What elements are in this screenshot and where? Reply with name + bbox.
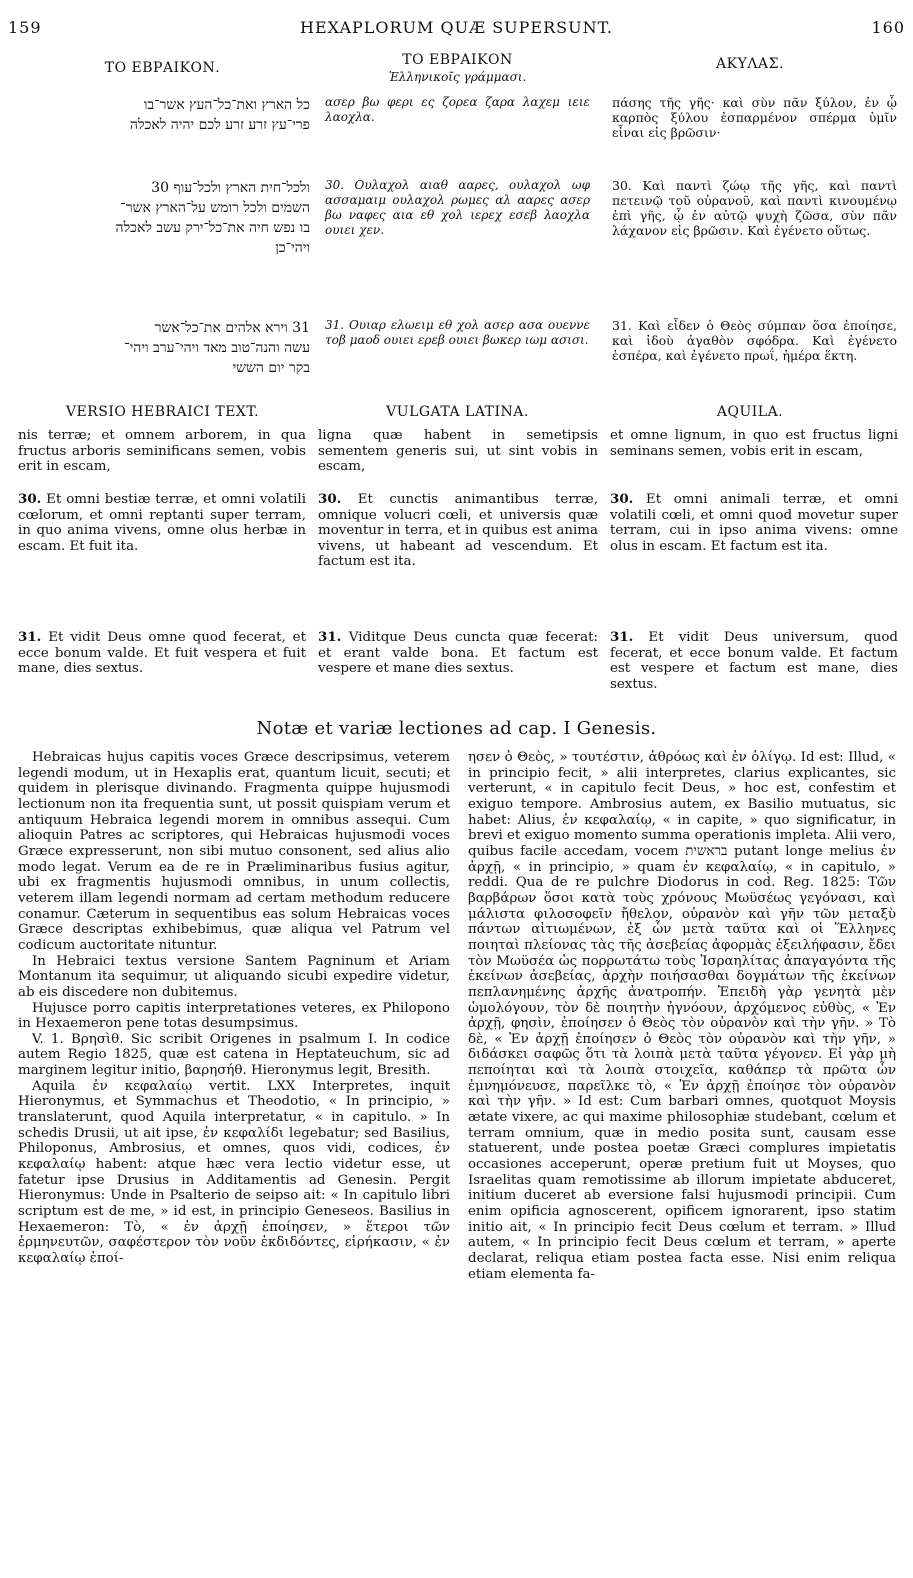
notes-paragraph: ησεν ὁ Θεὸς, » τουτέστιν, ἀθρόως καὶ ἐν ὀλίγῳ. Id est: Illud, « in principio fecit, » alii interpretes, clarius explicantes, sic verterunt, « in capitulo fecit Deus, » hoc est, confestim et exiguo tempore. Ambrosius autem, ex Basilio mutuatus, sic habet: Alius, ἐν κεφαλαίῳ, « in capite, » quo significatur, in brevi et exiguo momento summa operationis impleta. Alii vero, quibus facile accedam, vocem בראשית putant longe melius ἐν ἀρχῇ, « in principio, » quam ἐν κεφαλαίῳ, « in capitulo, » reddi. Qua de re pulchre Diodorus in cod. Reg. 1825: Τῶν βαρβάρων ὅσοι κατὰ τοὺς χρόνους Μωϋσέως γεγόνασι, καὶ μάλιστα φιλοσοφεῖν ἤθελον, οὐρανὸν καὶ γῆν τῶν μεταξὺ πάντων αἰτιωμένων, ἐξ ὧν μετὰ ταῦτα καὶ οἱ Ἕλληνες ποιηταὶ πλείονας τὰς τῆς ἀσεβείας ἀφορμὰς ἐξειλήφασιν, ἔδει τὸν Μωϋσέα ὡς πορρωτάτω τοὺς Ἰσραηλίτας ἀπαγαγόντα τῆς ἐκείνων ἀσεβείας, ἀρχὴν ποιήσασθαι δογμάτων τῆς ἐκείνων πεπλανημένης ἀρχῆς ἀνατροπήν. Ἐπειδὴ γὰρ γενητὰ μὲν ὡμολόγουν, τὸν δὲ ποιητὴν ἠγνόουν, ἀρχόμενος εὐθὺς, « Ἐν ἀρχῇ, φησὶν, ἐποίησεν ὁ Θεὸς τὸν οὐρανὸν καὶ τὴν γῆν. » Τὸ δὲ, « Ἐν ἀρχῇ ἐποίησεν ὁ Θεὸς τὸν οὐρανὸν καὶ τὴν γῆν, » διδάσκει σαφῶς ὅτι τὰ λοιπὰ μετὰ ταῦτα γέγονεν. Εἰ γὰρ μὴ πεποίηται καὶ τὰ λοιπὰ στοιχεῖα, καθάπερ τὰ πρῶτα ὧν ἐμνημόνευσε, παρεῖλκε τὸ, « Ἐν ἀρχῇ ἐποίησε τὸν οὐρανὸν καὶ τὴν γῆν. » Id est: Cum barbari omnes, quotquot Moysis ætate vixere, ac qui maxime philosophiæ studebant, cœlum et terram omnium, quæ in medio posita sunt, causam esse statuerent, unde postea poetæ Græci complures impietatis occasiones acceperunt, operæ pretium fuit ut Moyses, quo Israelitas quam remotissime ab illorum impietate abduceret, initium duceret ab eversione falsi hujusmodi principii. Cum enim opificia agnoscerent, opificem ignorarent, ipso statim initio ait, « In principio fecit Deus cœlum et terram. » Illud autem, « In principio fecit Deus cœlum et terram, » aperte declarat, reliqua etiam postea facta esse. Nisi enim reliqua etiam elementa fa-	[468, 750, 896, 1282]
aquila-greek-verse-29: πάσης τῆς γῆς· καὶ σὺν πᾶν ξύλον, ἐν ᾧ καρπὸς ξύλου ἐσπαρμένον σπέρμα ὑμῖν εἶναι εἰς βρῶσιν·	[612, 95, 897, 140]
aquila-latin-verse-29: et omne lignum, in quo est fructus ligni seminans semen, vobis erit in escam,	[610, 428, 898, 459]
page-number-right: 160	[871, 18, 905, 37]
notes-right-column	[468, 750, 896, 1560]
hebrew-verse-29	[15, 95, 310, 135]
verse-number: 30.	[18, 491, 42, 507]
hebrew-column-title: ΤΟ ΕΒΡΑΙΚΟΝ.	[104, 60, 221, 76]
verse-number: 31.	[18, 629, 42, 645]
versio-hebraici-verse-29: nis terræ; et omnem arborem, in qua fructus arboris seminificans semen, vobis erit in escam,	[18, 428, 306, 474]
hebrew-line: ולכל־חית הארץ ולכל־עוף 30	[151, 180, 310, 196]
versio-hebraici-title: VERSIO HEBRAICI TEXT.	[65, 404, 260, 420]
vulgata-verse-29: ligna quæ habent in semetipsis sementem generis sui, ut sint vobis in escam,	[318, 428, 598, 474]
verse-text: Et omni bestiæ terræ, et omni volatili cœlorum, et omni reptanti super terram, in quo anima vivens, omne olus herbæ in escam. Et fuit ita.	[18, 492, 306, 554]
verse-number: 30.	[610, 491, 634, 507]
hebrew-line: השמים ולכל רומש על־הארץ אשר־	[120, 200, 310, 216]
aquila-latin-verse-30	[610, 492, 898, 554]
hebrew-line: בו נפש חיה את־כל־ירק עשב לאכלה	[115, 220, 310, 236]
verse-number: 31.	[318, 629, 342, 645]
aquila-greek-column-title: ΑΚΥΛΑΣ.	[716, 56, 784, 72]
notes-left-column	[18, 750, 450, 1560]
notes-paragraph: Aquila ἐν κεφαλαίῳ vertit. LXX Interpretes, inquit Hieronymus, et Symmachus et Theodotio, « In principio, » translaterunt, quod Aquila interpretatur, « in capitulo. » In schedis Drusii, ut ait ipse, ἐν κεφαλίδι legebatur; sed Basilius, Philoponus, Ambrosius, et omnes, quos vidi, codices, ἐν κεφαλαίῳ habent: atque hæc vera lectio videtur esse, ut fatetur ipse Drusius in Additamentis ad Genesin. Pergit Hieronymus: Unde in Psalterio de seipso ait: « In capitulo libri scriptum est de me, » id est, in principio Geneseos. Basilius in Hexaemeron: Τὸ, « ἐν ἀρχῇ ἐποίησεν, » ἕτεροι τῶν ἑρμηνευτῶν, σαφέστερον τὸν νοῦν ἐκδιδόντες, εἰρήκασιν, « ἐν κεφαλαίῳ ἐποί-	[18, 1078, 450, 1266]
verse-text: Et omni animali terræ, et omni volatili cœli, et omni quod movetur super terram, cui in ipso anima vivens: omne olus in escam. Et factum est ita.	[610, 492, 898, 554]
versio-hebraici-verse-31	[18, 630, 306, 677]
vulgata-verse-30	[318, 492, 598, 570]
notes-heading: Notæ et variæ lectiones ad cap. I Genesis.	[256, 718, 657, 739]
aquila-latin-verse-31	[610, 630, 898, 692]
running-title: HEXAPLORUM QUÆ SUPERSUNT.	[299, 18, 613, 37]
hebrew-line: 31 וירא אלהים את־כל־אשר	[154, 320, 310, 336]
aquila-latin-title: AQUILA.	[716, 404, 784, 420]
verse-text: Et vidit Deus omne quod fecerat, et ecce bonum valde. Et fuit vespera et fuit mane, dies sextus.	[18, 630, 306, 676]
hebrew-line: בקר יום הששי	[232, 360, 310, 376]
notes-paragraph: Hebraicas hujus capitis voces Græce descripsimus, veterem legendi modum, ut in Hexaplis erat, quantum licuit, secuti; et quidem in plerisque divinando. Fragmenta quippe hujusmodi lectionum non ita frequentia sunt, ut possit quispiam verum et antiquum Hebraica legendi morem in omnibus assequi. Cum alioquin Patres ac scriptores, qui Hebraicas hujusmodi voces Græce expresserunt, non sibi mutuo consonent, sed alius alio modo legat. Verum ea de re in Præliminaribus fusius agitur, ubi ex fragmentis hujusmodi omnibus, in unum collectis, veterem illam legendi normam ad certam methodum reducere conamur. Cæterum in sequentibus eas solum Hebraicas voces Græce descriptas exhibebimus, quæ aliqua vel Patrum vel codicum auctoritate nituntur.	[18, 750, 450, 953]
notes-paragraph: Hujusce porro capitis interpretationes veteres, ex Philopono in Hexaemeron pene totas desumpsimus.	[18, 1000, 450, 1032]
vulgata-verse-31	[318, 630, 598, 677]
versio-hebraici-verse-30	[18, 492, 306, 554]
verse-text: Et vidit Deus universum, quod fecerat, et ecce bonum valde. Et factum est vespere et factum est mane, dies sextus.	[610, 630, 898, 692]
hebrew-line: עשה והנה־טוב מאד ויהי־ערב ויהי־	[124, 340, 310, 356]
verse-text: Viditque Deus cuncta quæ fecerat: et erant valde bona. Et factum est vespere et mane dies sextus.	[318, 630, 598, 676]
translit-verse-31: 31. Ουιαρ ελωειμ εθ χολ ασερ ασα ουεννε τοβ μαοδ ουιει ερεβ ουιει βωκερ ιωμ ασισι.	[325, 318, 590, 347]
aquila-greek-verse-31: 31. Καὶ εἶδεν ὁ Θεὸς σύμπαν ὅσα ἐποίησε, καὶ ἰδοὺ ἀγαθὸν σφόδρα. Καὶ ἐγένετο ἑσπέρα, καὶ ἐγένετο πρωΐ, ἡμέρα ἕκτη.	[612, 318, 897, 363]
verse-number: 31.	[610, 629, 634, 645]
hebrew-line: כל הארץ ואת־כל־העץ אשר־בו	[143, 97, 310, 113]
verse-number: 30.	[318, 491, 342, 507]
verse-text: Et cunctis animantibus terræ, omnique volucri cœli, et universis quæ moventur in terra, et in quibus est anima vivens, ut habeant ad vescendum. Et factum est ita.	[318, 492, 598, 569]
page-number-left: 159	[8, 18, 42, 37]
hebrew-verse-31	[15, 318, 310, 378]
aquila-greek-verse-30: 30. Καὶ παντὶ ζώῳ τῆς γῆς, καὶ παντὶ πετεινῷ τοῦ οὐρανοῦ, καὶ παντὶ κινουμένῳ ἐπὶ γῆς, ᾧ ἐν αὐτῷ ψυχὴ ζῶσα, σὺν πᾶν λάχανον εἰς βρῶσιν. Καὶ ἐγένετο οὕτως.	[612, 178, 897, 238]
translit-verse-29: ασερ βω φερι ες ζορεα ζαρα λαχεμ ιειε λαοχλα.	[325, 95, 590, 124]
notes-paragraph: V. 1. Βρησὶθ. Sic scribit Origenes in psalmum I. In codice autem Regio 1825, quæ est catena in Heptateuchum, sic ad marginem legitur initio, βαρησήθ. Hieronymus legit, Bresith.	[18, 1031, 450, 1079]
translit-verse-30: 30. Ουλαχολ αιαθ ααρες, ουλαχολ ωφ ασσαμαιμ ουλαχολ ρωμες αλ ααρες ασερ βω ναφες αια εθ χολ ιερεχ εσεβ λαοχλα ουιει χεν.	[325, 178, 590, 237]
hebrew-line: פרי־עץ זרע זרע לכם יהיה לאכלה	[129, 117, 310, 133]
translit-column-title: ΤΟ ΕΒΡΑΙΚΟΝ	[402, 52, 513, 68]
hebrew-verse-30	[15, 178, 310, 258]
vulgata-title: VULGATA LATINA.	[386, 404, 529, 420]
translit-column-subtitle: Ἑλληνικοῖς γράμμασι.	[388, 70, 527, 84]
hebrew-line: ויהי־כן	[275, 240, 310, 256]
notes-paragraph: In Hebraici textus versione Santem Pagninum et Ariam Montanum ita sequimur, ut aliquando sicubi expedire videtur, ab eis discedere non dubitemus.	[18, 953, 450, 1000]
